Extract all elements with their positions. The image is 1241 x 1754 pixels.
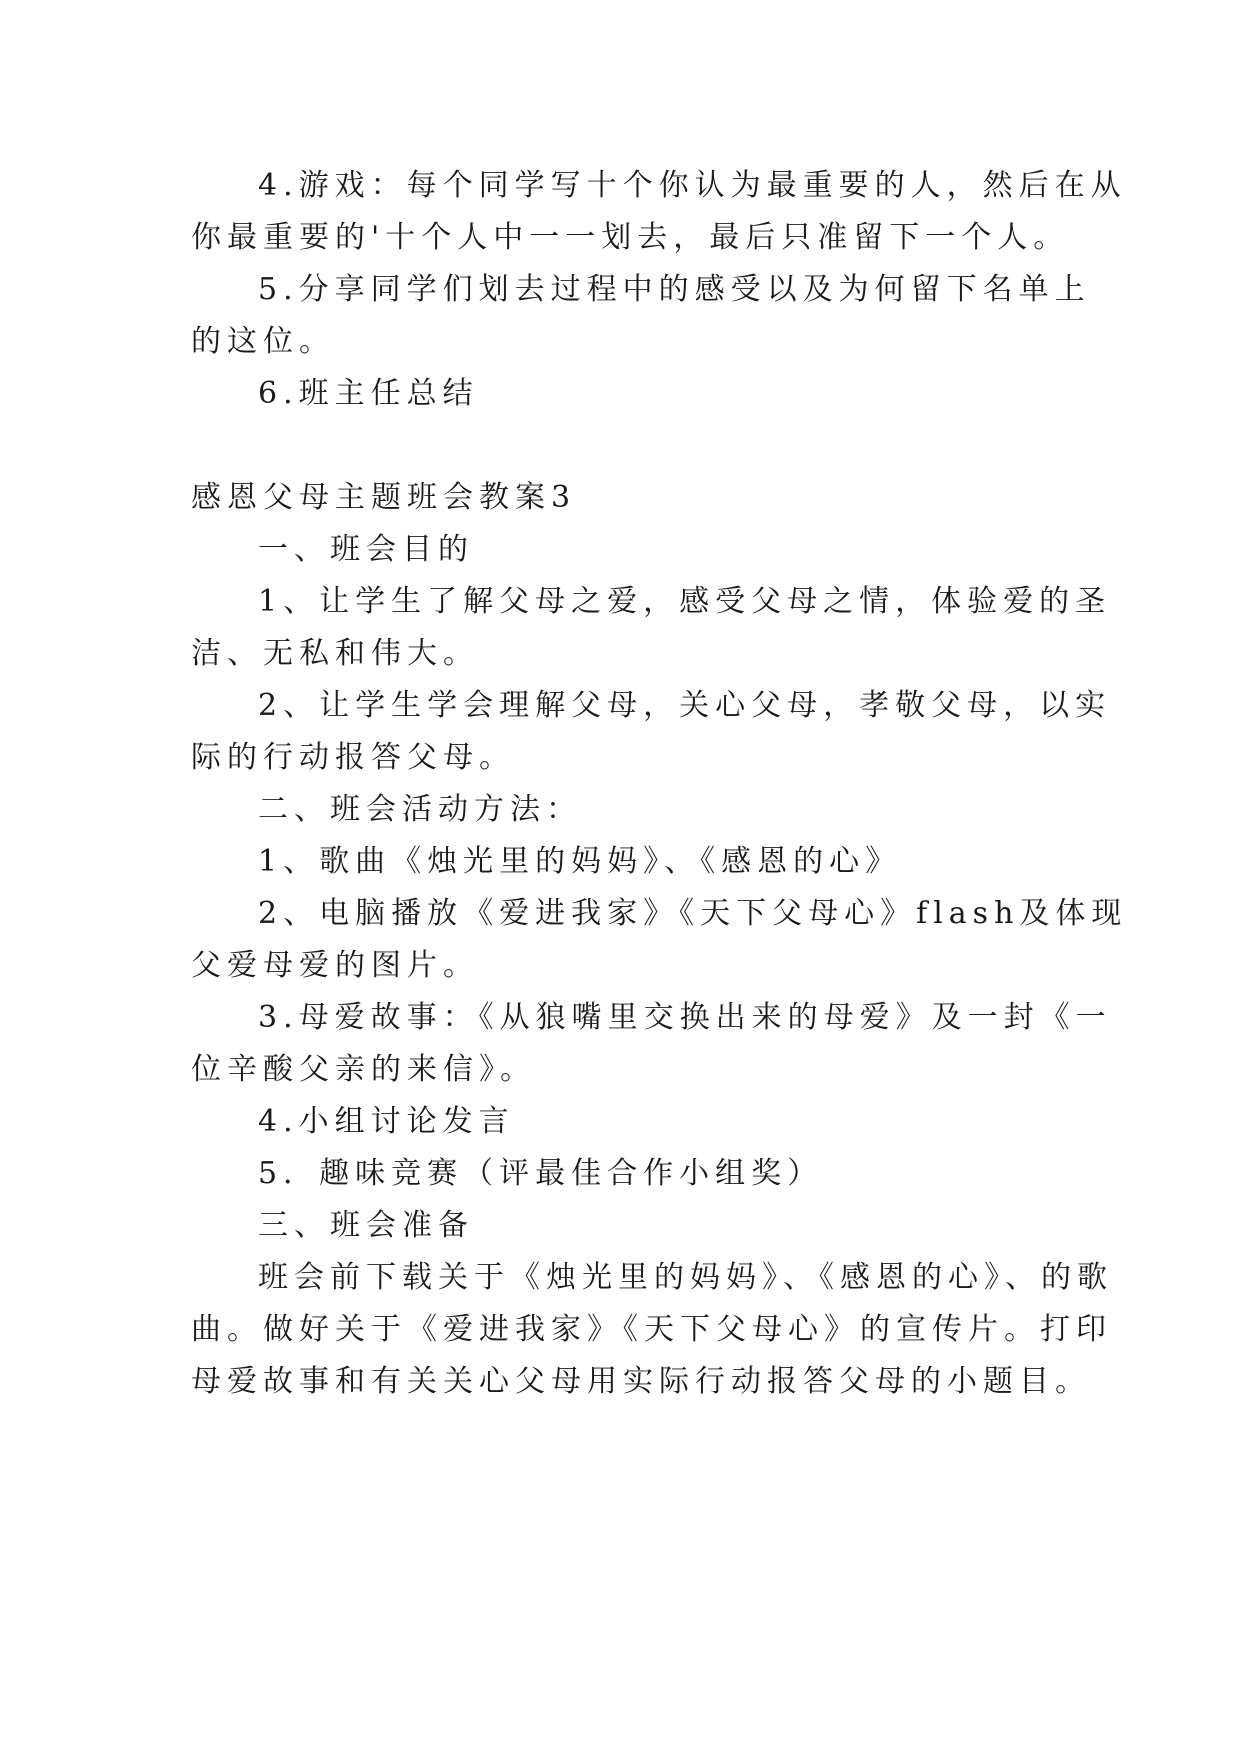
preparation-paragraph-line-1: 班会前下载关于《烛光里的妈妈》、《感恩的心》、的歌 <box>258 1260 1113 1295</box>
heading-activity-methods: 二、班会活动方法： <box>258 792 582 827</box>
purpose-item-2-line-2: 际的行动报答父母。 <box>191 740 515 775</box>
method-item-2-line-2: 父爱母爱的图片。 <box>191 948 479 983</box>
preparation-paragraph-line-2: 曲。做好关于《爱进我家》《天下父母心》的宣传片。打印 <box>191 1312 1112 1347</box>
paragraph-item-5-line-2: 的这位。 <box>191 324 335 359</box>
paragraph-item-4-line-1: 4.游戏：每个同学写十个你认为最重要的人，然后在从 <box>258 168 1127 203</box>
paragraph-item-4-line-2: 你最重要的'十个人中一一划去，最后只准留下一个人。 <box>191 220 1070 255</box>
paragraph-item-5-line-1: 5.分享同学们划去过程中的感受以及为何留下名单上 <box>258 272 1091 307</box>
heading-class-meeting-purpose: 一、班会目的 <box>258 532 474 567</box>
purpose-item-1-line-1: 1、让学生了解父母之爱，感受父母之情，体验爱的圣 <box>258 584 1112 619</box>
method-item-4: 4.小组讨论发言 <box>258 1104 515 1139</box>
preparation-paragraph-line-3: 母爱故事和有关关心父母用实际行动报答父母的小题目。 <box>191 1364 1091 1399</box>
method-item-2-line-1: 2、电脑播放《爱进我家》《天下父母心》flash及体现 <box>258 896 1128 931</box>
method-item-3-line-1: 3.母爱故事：《从狼嘴里交换出来的母爱》及一封《一 <box>258 1000 1112 1035</box>
method-item-1: 1、歌曲《烛光里的妈妈》、《感恩的心》 <box>258 844 902 879</box>
purpose-item-1-line-2: 洁、无私和伟大。 <box>191 636 479 671</box>
method-item-5: 5．趣味竞赛（评最佳合作小组奖） <box>258 1156 824 1191</box>
section-title: 感恩父母主题班会教案3 <box>191 480 577 515</box>
method-item-3-line-2: 位辛酸父亲的来信》。 <box>191 1052 536 1087</box>
purpose-item-2-line-1: 2、让学生学会理解父母，关心父母，孝敬父母，以实 <box>258 688 1112 723</box>
heading-class-meeting-preparation: 三、班会准备 <box>258 1208 474 1243</box>
paragraph-item-6: 6.班主任总结 <box>258 376 479 411</box>
